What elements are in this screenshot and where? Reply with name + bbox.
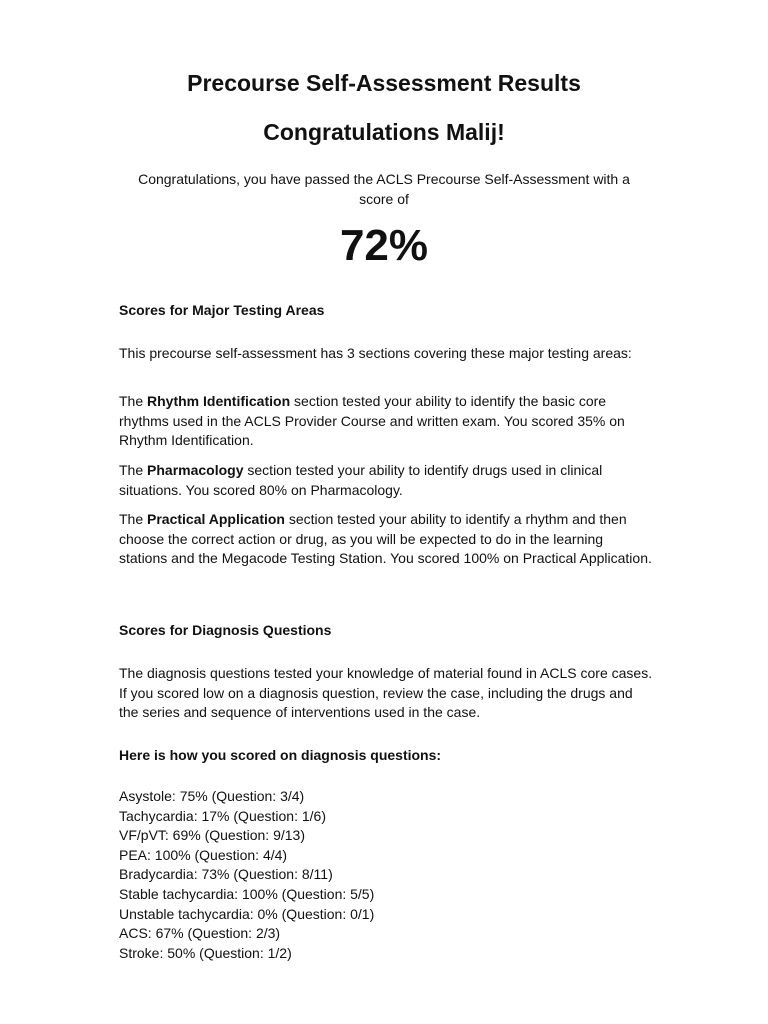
section-prefix: The [119, 462, 148, 478]
overall-score: 72% [339, 221, 429, 270]
list-item: Tachycardia: 17% (Question: 1/6) [119, 807, 326, 824]
congratulations-heading: Congratulations Malij! [263, 119, 505, 145]
section-rhythm-identification [119, 392, 655, 451]
diagnosis-list-heading: Here is how you scored on diagnosis questions: [119, 747, 442, 763]
section-description: section tested your ability to identify the basic core rhythms used in the ACLS Provider Course and written exam. You scored 35% on Rhythm Identification. [119, 393, 625, 448]
section-prefix: The [119, 393, 148, 409]
list-item: ACS: 67% (Question: 2/3) [119, 925, 281, 942]
major-areas-heading: Scores for Major Testing Areas [119, 302, 325, 318]
section-name: Practical Application [147, 511, 285, 527]
list-item: Stroke: 50% (Question: 1/2) [119, 944, 292, 961]
section-pharmacology [119, 461, 655, 500]
list-item: Stable tachycardia: 100% (Question: 5/5) [119, 885, 375, 902]
section-name: Pharmacology [147, 462, 244, 478]
section-description: section tested your ability to identify a rhythm and then choose the correct action or drug, as you will be expected to do in the learning stations and the Megacode Testing Station. You scored 100% on Practical Application. [119, 511, 652, 566]
page-title: Precourse Self-Assessment Results [187, 70, 581, 96]
list-item: Unstable tachycardia: 0% (Question: 0/1) [119, 905, 375, 922]
list-item: Asystole: 75% (Question: 3/4) [119, 788, 305, 804]
diagnosis-intro: The diagnosis questions tested your knowledge of material found in ACLS core cases. If you scored low on a diagnosis question, review the case, including the drugs and the series and sequence of interventions used in the case. [119, 665, 653, 720]
section-prefix: The [119, 511, 148, 527]
diagnosis-heading: Scores for Diagnosis Questions [119, 622, 332, 638]
list-item: PEA: 100% (Question: 4/4) [119, 846, 288, 863]
list-item: VF/pVT: 69% (Question: 9/13) [119, 827, 305, 844]
list-item: Bradycardia: 73% (Question: 8/11) [119, 866, 333, 883]
major-areas-intro: This precourse self-assessment has 3 sections covering these major testing areas: [119, 345, 632, 361]
section-description: section tested your ability to identify drugs used in clinical situations. You scored 80% on Pharmacology. [119, 462, 603, 498]
diagnosis-score-list [119, 787, 655, 963]
intro-text: Congratulations, you have passed the ACLS Precourse Self-Assessment with a score of [138, 171, 630, 207]
section-name: Rhythm Identification [147, 393, 291, 409]
section-practical-application [119, 510, 655, 569]
